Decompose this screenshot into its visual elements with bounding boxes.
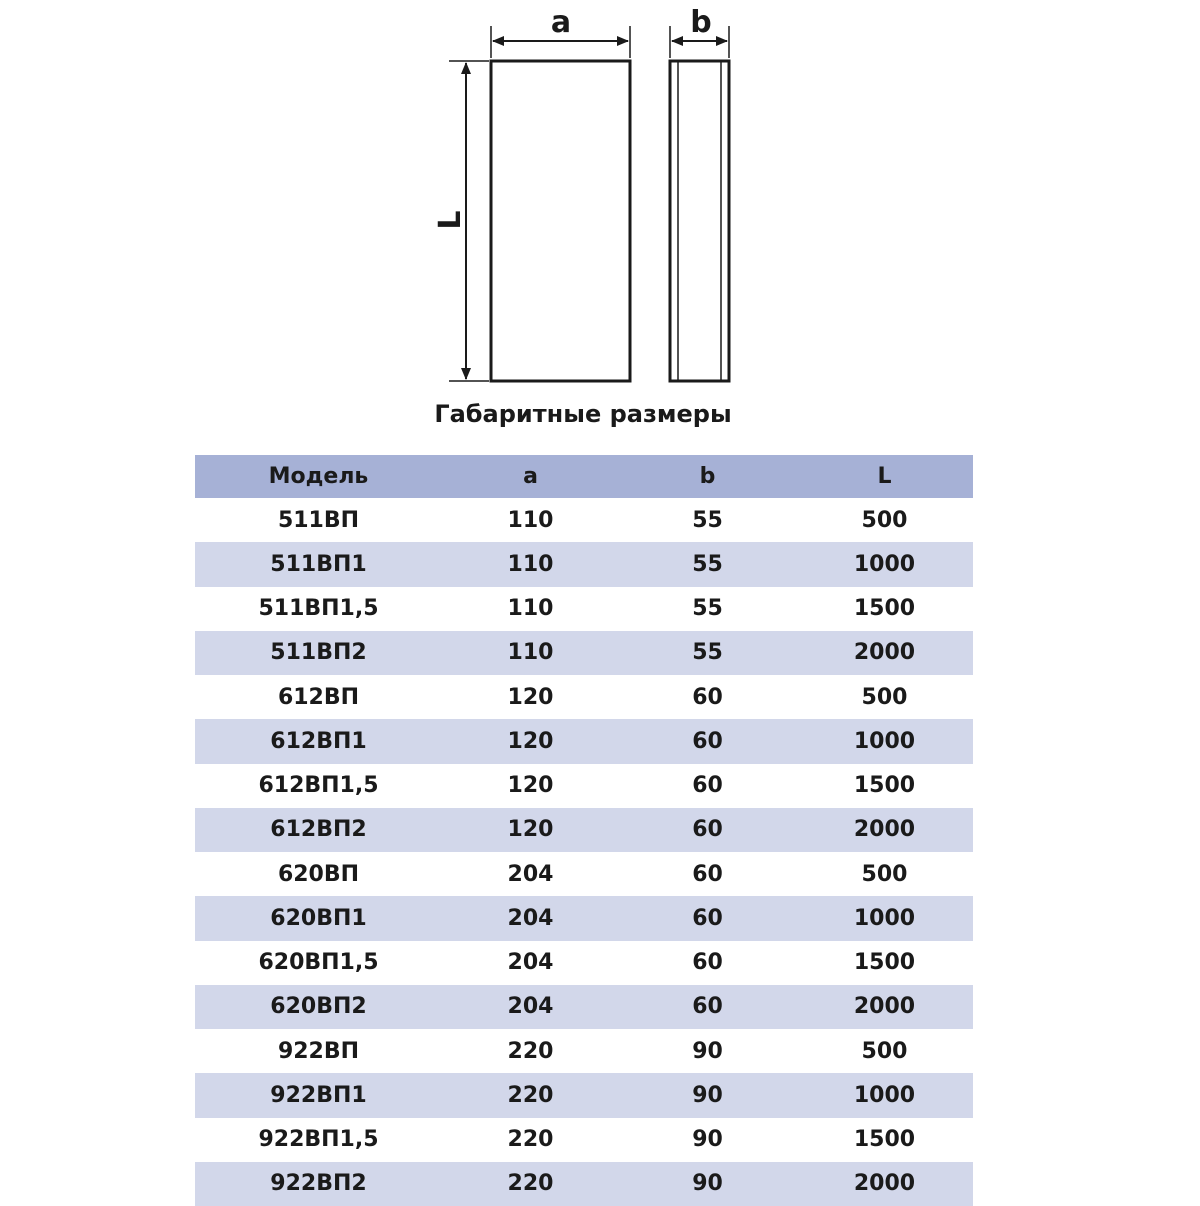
table-row bbox=[195, 1162, 973, 1206]
table-row bbox=[195, 764, 973, 808]
cell-model: 620ВП2 bbox=[270, 994, 367, 1020]
header-L: L bbox=[877, 464, 892, 489]
front-view bbox=[491, 61, 630, 381]
table-row bbox=[195, 1118, 973, 1162]
cell-b: 90 bbox=[692, 1127, 723, 1153]
cell-model: 620ВП1,5 bbox=[258, 950, 379, 976]
cell-model: 511ВП1,5 bbox=[258, 596, 379, 622]
table-row bbox=[195, 852, 973, 896]
cell-b: 55 bbox=[692, 507, 723, 533]
cell-b: 60 bbox=[692, 817, 723, 843]
cell-b: 55 bbox=[692, 640, 723, 666]
cell-L: 1000 bbox=[853, 1082, 916, 1108]
cell-a: 220 bbox=[507, 1127, 554, 1153]
cell-a: 120 bbox=[507, 773, 554, 799]
cell-L: 500 bbox=[861, 861, 908, 887]
table-row bbox=[195, 631, 973, 675]
cell-a: 120 bbox=[507, 728, 554, 754]
cell-a: 110 bbox=[507, 596, 554, 622]
cell-L: 500 bbox=[861, 507, 908, 533]
cell-a: 204 bbox=[507, 950, 554, 976]
cell-b: 55 bbox=[692, 551, 723, 577]
cell-a: 120 bbox=[507, 684, 554, 710]
cell-model: 612ВП2 bbox=[270, 817, 367, 843]
cell-L: 2000 bbox=[853, 1171, 916, 1197]
cell-b: 90 bbox=[692, 1038, 723, 1064]
dimension-a bbox=[491, 5, 630, 58]
table-header-row bbox=[195, 455, 973, 498]
cell-b: 60 bbox=[692, 684, 723, 710]
cell-L: 1500 bbox=[853, 596, 916, 622]
cell-b: 60 bbox=[692, 728, 723, 754]
cell-b: 90 bbox=[692, 1171, 723, 1197]
cell-a: 220 bbox=[507, 1038, 554, 1064]
dimension-b-label: b bbox=[690, 5, 712, 40]
header-model: Модель bbox=[268, 464, 369, 489]
cell-model: 612ВП1,5 bbox=[258, 773, 379, 799]
cell-b: 60 bbox=[692, 861, 723, 887]
cell-model: 620ВП bbox=[277, 861, 360, 887]
cell-a: 110 bbox=[507, 551, 554, 577]
cell-L: 2000 bbox=[853, 640, 916, 666]
cell-b: 60 bbox=[692, 950, 723, 976]
cell-a: 220 bbox=[507, 1082, 554, 1108]
dimension-L bbox=[433, 61, 489, 381]
table-row bbox=[195, 675, 973, 719]
table-row bbox=[195, 808, 973, 852]
cell-b: 60 bbox=[692, 773, 723, 799]
table-row bbox=[195, 1029, 973, 1073]
cell-b: 90 bbox=[692, 1082, 723, 1108]
cell-L: 2000 bbox=[853, 817, 916, 843]
cell-model: 922ВП2 bbox=[270, 1171, 367, 1197]
table-row bbox=[195, 941, 973, 985]
cell-model: 620ВП1 bbox=[270, 905, 367, 931]
cell-a: 120 bbox=[507, 817, 554, 843]
cell-L: 500 bbox=[861, 684, 908, 710]
table-row bbox=[195, 719, 973, 763]
dimension-a-label: a bbox=[550, 5, 572, 40]
table-row bbox=[195, 498, 973, 542]
dimension-L-label: L bbox=[433, 210, 468, 230]
cell-L: 1000 bbox=[853, 905, 916, 931]
cell-model: 612ВП bbox=[277, 684, 360, 710]
cell-model: 511ВП bbox=[277, 507, 360, 533]
side-view bbox=[670, 61, 729, 381]
table-row bbox=[195, 896, 973, 940]
cell-model: 511ВП2 bbox=[270, 640, 367, 666]
dimension-b bbox=[670, 5, 729, 58]
dimension-drawing bbox=[0, 0, 1200, 400]
cell-a: 204 bbox=[507, 994, 554, 1020]
cell-L: 1000 bbox=[853, 551, 916, 577]
header-b: b bbox=[699, 464, 716, 489]
cell-model: 511ВП1 bbox=[270, 551, 367, 577]
cell-model: 612ВП1 bbox=[270, 728, 367, 754]
cell-model: 922ВП1,5 bbox=[258, 1127, 379, 1153]
cell-a: 110 bbox=[507, 507, 554, 533]
dimensions-table bbox=[195, 455, 973, 1206]
cell-L: 1000 bbox=[853, 728, 916, 754]
cell-model: 922ВП1 bbox=[270, 1082, 367, 1108]
cell-b: 55 bbox=[692, 596, 723, 622]
drawing-caption: Габаритные размеры bbox=[434, 400, 732, 428]
header-a: a bbox=[523, 464, 538, 489]
cell-a: 204 bbox=[507, 861, 554, 887]
cell-L: 1500 bbox=[853, 1127, 916, 1153]
cell-a: 110 bbox=[507, 640, 554, 666]
table-row bbox=[195, 985, 973, 1029]
table-row bbox=[195, 542, 973, 586]
cell-a: 220 bbox=[507, 1171, 554, 1197]
cell-L: 2000 bbox=[853, 994, 916, 1020]
cell-L: 1500 bbox=[853, 773, 916, 799]
cell-b: 60 bbox=[692, 994, 723, 1020]
cell-a: 204 bbox=[507, 905, 554, 931]
cell-b: 60 bbox=[692, 905, 723, 931]
table-row bbox=[195, 587, 973, 631]
cell-L: 1500 bbox=[853, 950, 916, 976]
cell-model: 922ВП bbox=[277, 1038, 360, 1064]
cell-L: 500 bbox=[861, 1038, 908, 1064]
table-row bbox=[195, 1073, 973, 1117]
